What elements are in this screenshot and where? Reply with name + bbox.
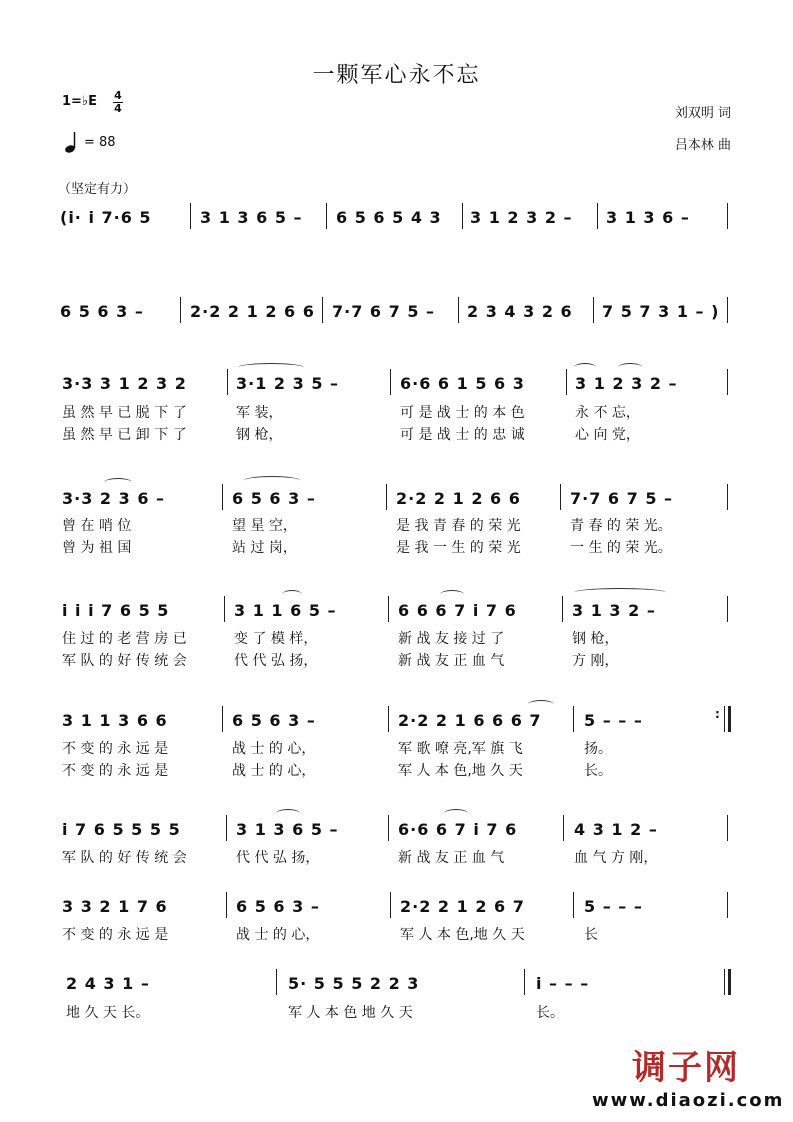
measure: 2 3 4 3 2 6 [467, 302, 573, 321]
measure: 3 1 3 2 – [572, 601, 656, 620]
lyric-line: 不 变 的 永 远 是 [62, 927, 169, 943]
lyric-line: 代 代 弘 扬， [236, 850, 320, 866]
watermark-url: www.diaozi.com [592, 1090, 785, 1111]
measure: i – – – [536, 974, 590, 993]
lyric-line: 长 [584, 927, 598, 943]
watermark-logo: 调子网 [632, 1048, 740, 1088]
song-title: 一颗军心永不忘 [312, 63, 481, 88]
lyric-line: 曾 为 祖 国 [62, 540, 132, 556]
quarter-note-icon [64, 130, 82, 154]
lyric-line: 变 了 模 样， [234, 631, 318, 647]
measure: 2 4 3 1 – [66, 974, 150, 993]
lyric-line: 血 气 方 刚， [574, 850, 658, 866]
lyric-line: 地 久 天 长。 [66, 1005, 150, 1021]
measure: 3 1 2 3 2 – [470, 208, 573, 227]
repeat-dots: : [715, 707, 721, 721]
lyric-line: 站 过 岗， [232, 540, 297, 556]
lyric-line: 新 战 友 正 血 气 [398, 653, 505, 669]
lyricist-credit: 刘双明 词 [674, 106, 731, 121]
lyric-line: 永 不 忘， [575, 405, 640, 421]
lyric-line: 军 人 本 色,地 久 天 [398, 763, 523, 779]
measure: i 7 6 5 5 5 5 [62, 820, 181, 839]
time-signature-bottom: 4 [114, 102, 122, 115]
lyric-line: 望 星 空， [232, 518, 297, 534]
lyric-line: 代 代 弘 扬， [234, 653, 318, 669]
lyric-line: 钢 枪， [572, 631, 619, 647]
measure: 3 1 1 3 6 6 [62, 711, 168, 730]
lyric-line: 不 变 的 永 远 是 [62, 741, 169, 757]
lyric-line: 一 生 的 荣 光。 [570, 540, 672, 556]
measure: 5 – – – [584, 897, 643, 916]
lyric-line: 可 是 战 士 的 忠 诚 [400, 427, 525, 443]
measure: 3·3 2 3 6 – [62, 489, 166, 508]
lyric-line: 不 变 的 永 远 是 [62, 763, 169, 779]
lyric-line: 曾 在 哨 位 [62, 518, 132, 534]
lyric-line: 军 人 本 色,地 久 天 [400, 927, 525, 943]
measure: 3 1 2 3 2 – [575, 374, 678, 393]
measure: 7·7 6 7 5 – [570, 489, 674, 508]
measure: 4 3 1 2 – [574, 820, 658, 839]
lyric-line: 长。 [536, 1005, 564, 1021]
measure: 2·2 2 1 6 6 6 7 [398, 711, 542, 730]
key-signature: 1=♭E [62, 94, 97, 109]
lyric-line: 扬。 [584, 741, 612, 757]
measure: (i· i 7·6 5 [60, 208, 152, 227]
measure: 6 5 6 3 – [232, 711, 316, 730]
time-signature-top: 4 [114, 89, 122, 102]
lyric-line: 青 春 的 荣 光。 [570, 518, 672, 534]
measure: 3 3 2 1 7 6 [62, 897, 168, 916]
measure: 2·2 2 1 2 6 6 [396, 489, 521, 508]
lyric-line: 军 歌 嘹 亮,军 旗 飞 [398, 741, 523, 757]
time-signature [113, 90, 123, 115]
lyric-line: 军 人 本 色 地 久 天 [288, 1005, 413, 1021]
measure: 6 6 6 7 i 7 6 [398, 601, 517, 620]
tempo-value: = 88 [84, 135, 116, 150]
measure: 3·3 3 1 2 3 2 [62, 374, 187, 393]
measure: 6 5 6 3 – [60, 302, 144, 321]
measure: 3 1 3 6 5 – [236, 820, 339, 839]
lyric-line: 战 士 的 心， [232, 763, 316, 779]
measure: 6 5 6 3 – [236, 897, 320, 916]
lyric-line: 住 过 的 老 营 房 已 [62, 631, 187, 647]
lyric-line: 新 战 友 接 过 了 [398, 631, 505, 647]
lyric-line: 可 是 战 士 的 本 色 [400, 405, 525, 421]
lyric-line: 心 向 党， [575, 427, 640, 443]
measure: 2·2 2 1 2 6 6 [190, 302, 315, 321]
lyric-line: 是 我 一 生 的 荣 光 [396, 540, 521, 556]
measure: 6·6 6 7 i 7 6 [398, 820, 518, 839]
lyric-line: 是 我 青 春 的 荣 光 [396, 518, 521, 534]
measure: 5 – – – [584, 711, 643, 730]
lyric-line: 方 刚， [572, 653, 619, 669]
measure: 3·1 2 3 5 – [236, 374, 340, 393]
lyric-line: 新 战 友 正 血 气 [398, 850, 505, 866]
lyric-line: 战 士 的 心， [232, 741, 316, 757]
lyric-line: 虽 然 早 已 脱 下 了 [62, 405, 187, 421]
lyric-line: 战 士 的 心， [236, 927, 320, 943]
measure: 3 1 3 6 5 – [200, 208, 303, 227]
lyric-line: 军 队 的 好 传 统 会 [62, 850, 187, 866]
lyric-line: 钢 枪， [236, 427, 283, 443]
lyric-line: 军 装， [236, 405, 283, 421]
measure: 7·7 6 7 5 – [332, 302, 436, 321]
measure: i i i 7 6 5 5 [62, 601, 170, 620]
measure: 2·2 2 1 2 6 7 [400, 897, 525, 916]
composer-credit: 吕本林 曲 [674, 138, 731, 153]
measure: 3 1 3 6 – [606, 208, 690, 227]
measure: 7 5 7 3 1 – ) [602, 302, 720, 321]
measure: 5· 5 5 5 2 2 3 [288, 974, 420, 993]
measure: 3 1 1 6 5 – [234, 601, 337, 620]
measure: 6 5 6 3 – [232, 489, 316, 508]
lyric-line: 长。 [584, 763, 612, 779]
lyric-line: 军 队 的 好 传 统 会 [62, 653, 187, 669]
measure: 6·6 6 1 5 6 3 [400, 374, 525, 393]
measure: 6 5 6 5 4 3 [336, 208, 442, 227]
expression-mark: （坚定有力） [58, 182, 137, 197]
lyric-line: 虽 然 早 已 卸 下 了 [62, 427, 187, 443]
